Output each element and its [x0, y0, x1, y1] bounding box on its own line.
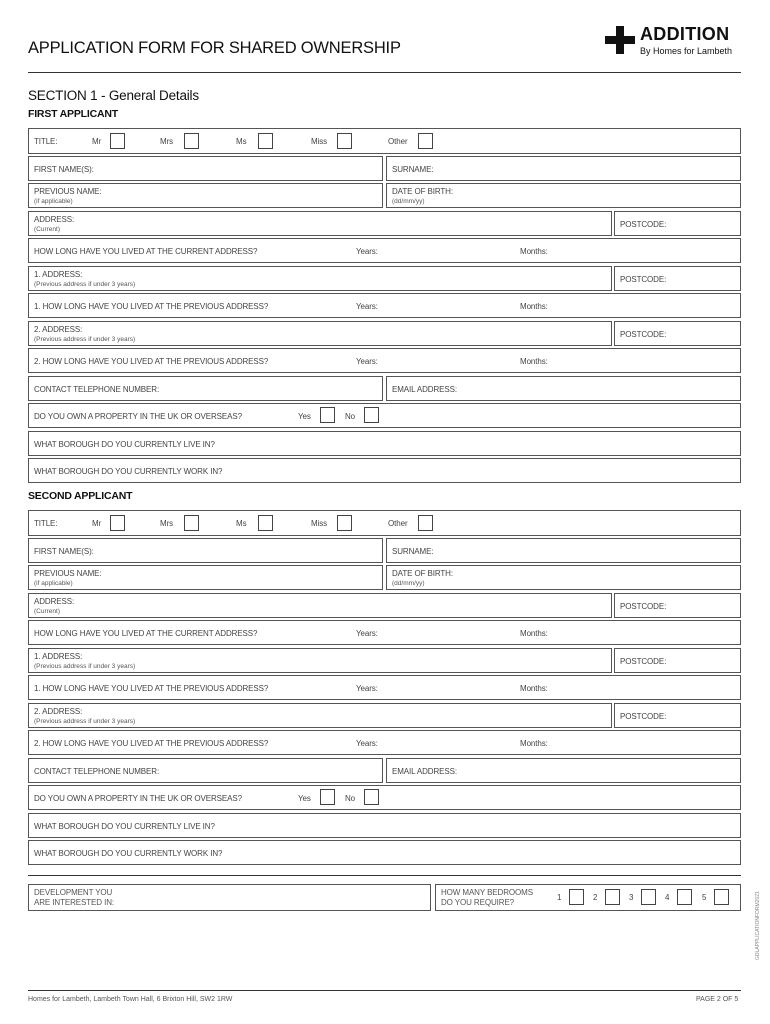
applicant-2-own-property-label: DO YOU OWN A PROPERTY IN THE UK OR OVERSEAS? — [34, 794, 242, 803]
applicant-2-current-address-label: ADDRESS: — [34, 597, 75, 606]
applicant-2-if-applicable-hint: (if applicable) — [34, 580, 73, 587]
header-divider — [28, 72, 741, 73]
applicant-1-title-mr-label: Mr — [92, 137, 102, 146]
development-label-line2: ARE INTERESTED IN: — [34, 898, 114, 907]
logo-wordmark: ADDITION — [640, 24, 730, 44]
applicant-1-current-address-postcode-field[interactable] — [614, 211, 741, 236]
applicant-2-borough-live-field[interactable] — [28, 813, 741, 838]
page-number: PAGE 2 OF 5 — [696, 996, 739, 1003]
applicant-2-previous-duration-1-row[interactable] — [28, 675, 741, 700]
applicant-2-email-label: EMAIL ADDRESS: — [392, 767, 457, 776]
applicant-2-title-mr-checkbox[interactable] — [110, 515, 125, 531]
applicant-2-first-names-field[interactable] — [28, 538, 383, 563]
applicant-1-previous-address-1-hint: (Previous address if under 3 years) — [34, 281, 136, 288]
applicant-1-previous-duration-1-row[interactable] — [28, 293, 741, 318]
applicant-2-dob-field[interactable] — [386, 565, 741, 590]
bedroom-option-3-checkbox[interactable] — [641, 889, 656, 905]
bedrooms-field — [435, 884, 741, 911]
applicant-2-title-mrs-checkbox[interactable] — [184, 515, 199, 531]
applicant-2-previous-address-1-postcode-label: POSTCODE: — [620, 657, 667, 666]
applicant-2-heading: SECOND APPLICANT — [28, 490, 133, 502]
applicant-1-title-mr-checkbox[interactable] — [110, 133, 125, 149]
applicant-1-borough-work-label: WHAT BOROUGH DO YOU CURRENTLY WORK IN? — [34, 467, 223, 476]
applicant-1-surname-field[interactable] — [386, 156, 741, 181]
applicant-2-previous-duration-2-label: 2. HOW LONG HAVE YOU LIVED AT THE PREVIOUS ADDRESS? — [34, 739, 269, 748]
bedroom-option-5-label: 5 — [702, 893, 707, 902]
applicant-2-phone-field[interactable] — [28, 758, 383, 783]
applicant-2-own-property-no-label: No — [345, 794, 356, 803]
applicant-1-dob-label: DATE OF BIRTH: — [392, 187, 453, 196]
applicant-1-title-miss-label: Miss — [311, 137, 328, 146]
applicant-1-dob-field[interactable] — [386, 183, 741, 208]
bedroom-option-3-label: 3 — [629, 893, 634, 902]
applicant-1-title-label: TITLE: — [34, 137, 58, 146]
applicant-1-first-names-label: FIRST NAME(S): — [34, 165, 94, 174]
applicant-1-current-address-postcode-label: POSTCODE: — [620, 220, 667, 229]
applicant-2-current-address-postcode-field[interactable] — [614, 593, 741, 618]
applicant-2-previous-address-1-label: 1. ADDRESS: — [34, 652, 83, 661]
applicant-2-previous-address-1-field[interactable] — [28, 648, 612, 673]
bedroom-option-4-label: 4 — [665, 893, 670, 902]
applicant-2-previous-duration-2-months-label: Months: — [520, 739, 548, 748]
applicant-1-previous-address-2-field[interactable] — [28, 321, 612, 346]
applicant-1-current-duration-label: HOW LONG HAVE YOU LIVED AT THE CURRENT ADDRESS? — [34, 247, 258, 256]
applicant-1-title-ms-checkbox[interactable] — [258, 133, 273, 149]
applicant-1-previous-name-label: PREVIOUS NAME: — [34, 187, 102, 196]
applicant-2-previous-address-2-postcode-field[interactable] — [614, 703, 741, 728]
bedroom-option-2-label: 2 — [593, 893, 598, 902]
applicant-1-current-address-field[interactable] — [28, 211, 612, 236]
bedroom-option-2-checkbox[interactable] — [605, 889, 620, 905]
applicant-1-own-property-label: DO YOU OWN A PROPERTY IN THE UK OR OVERSEAS? — [34, 412, 242, 421]
applicant-2-title-miss-checkbox[interactable] — [337, 515, 352, 531]
applicant-1-title-row — [28, 128, 741, 154]
applicant-1-email-field[interactable] — [386, 376, 741, 401]
page-title: APPLICATION FORM FOR SHARED OWNERSHIP — [28, 39, 401, 57]
applicant-1-dob-format-hint: (dd/mm/yy) — [392, 198, 425, 205]
applicant-2-borough-work-label: WHAT BOROUGH DO YOU CURRENTLY WORK IN? — [34, 849, 223, 858]
footer-divider — [28, 990, 741, 991]
applicant-2-previous-name-label: PREVIOUS NAME: — [34, 569, 102, 578]
applicant-1-title-other-checkbox[interactable] — [418, 133, 433, 149]
applicant-1-email-label: EMAIL ADDRESS: — [392, 385, 457, 394]
applicant-2-previous-address-2-label: 2. ADDRESS: — [34, 707, 83, 716]
applicant-1-previous-address-2-hint: (Previous address if under 3 years) — [34, 336, 136, 343]
applicant-1-current-duration-row[interactable] — [28, 238, 741, 263]
applicant-1-previous-duration-1-years-label: Years: — [356, 302, 378, 311]
applicant-2-previous-address-2-field[interactable] — [28, 703, 612, 728]
applicant-1-title-miss-checkbox[interactable] — [337, 133, 352, 149]
applicant-1-current-address-label: ADDRESS: — [34, 215, 75, 224]
applicant-2-title-miss-label: Miss — [311, 519, 328, 528]
applicant-2-title-other-checkbox[interactable] — [418, 515, 433, 531]
applicant-2-previous-address-1-postcode-field[interactable] — [614, 648, 741, 673]
applicant-1-own-property-yes-label: Yes — [298, 412, 311, 421]
applicant-2-current-address-hint: (Current) — [34, 608, 61, 615]
applicant-1-surname-label: SURNAME: — [392, 165, 434, 174]
logo-tagline: By Homes for Lambeth — [640, 46, 733, 56]
applicant-2-current-duration-label: HOW LONG HAVE YOU LIVED AT THE CURRENT ADDRESS? — [34, 629, 258, 638]
applicant-1-current-duration-years-label: Years: — [356, 247, 378, 256]
bedroom-option-1-label: 1 — [557, 893, 562, 902]
applicant-2-previous-duration-1-label: 1. HOW LONG HAVE YOU LIVED AT THE PREVIOUS ADDRESS? — [34, 684, 269, 693]
applicant-1-borough-work-field[interactable] — [28, 458, 741, 483]
applicant-2-own-property-row — [28, 785, 741, 810]
applicant-1-title-ms-label: Ms — [236, 137, 247, 146]
applicant-2-email-field[interactable] — [386, 758, 741, 783]
applicant-1-own-property-row — [28, 403, 741, 428]
applicant-2-title-other-label: Other — [388, 519, 408, 528]
applicant-2-title-mrs-label: Mrs — [160, 519, 174, 528]
applicant-1-borough-live-field[interactable] — [28, 431, 741, 456]
applicant-2-previous-name-field[interactable] — [28, 565, 383, 590]
form-code: GDLAPPLICATIONFORM2021 — [755, 891, 761, 960]
applicant-1-previous-address-1-label: 1. ADDRESS: — [34, 270, 83, 279]
applicant-2-previous-address-1-hint: (Previous address if under 3 years) — [34, 663, 136, 670]
applicant-1-current-duration-months-label: Months: — [520, 247, 548, 256]
applicant-1-previous-duration-2-years-label: Years: — [356, 357, 378, 366]
applicant-2-dob-label: DATE OF BIRTH: — [392, 569, 453, 578]
applicant-1-heading: FIRST APPLICANT — [28, 108, 118, 120]
applicant-2-phone-label: CONTACT TELEPHONE NUMBER: — [34, 767, 160, 776]
applicant-2-title-label: TITLE: — [34, 519, 58, 528]
applicant-2-previous-duration-2-years-label: Years: — [356, 739, 378, 748]
applicant-2-current-duration-months-label: Months: — [520, 629, 548, 638]
applicant-1-previous-address-2-postcode-label: POSTCODE: — [620, 330, 667, 339]
applicant-1-title-mrs-checkbox[interactable] — [184, 133, 199, 149]
applicant-1-borough-live-label: WHAT BOROUGH DO YOU CURRENTLY LIVE IN? — [34, 440, 215, 449]
applicant-1-own-property-yes-checkbox[interactable] — [320, 407, 335, 423]
applicant-1-previous-address-2-postcode-field[interactable] — [614, 321, 741, 346]
applicant-1-previous-address-1-postcode-label: POSTCODE: — [620, 275, 667, 284]
bedrooms-label-line2: DO YOU REQUIRE? — [441, 898, 515, 907]
applicant-2-current-address-field[interactable] — [28, 593, 612, 618]
applicant-1-previous-duration-1-label: 1. HOW LONG HAVE YOU LIVED AT THE PREVIOUS ADDRESS? — [34, 302, 269, 311]
applicant-2-surname-label: SURNAME: — [392, 547, 434, 556]
applicant-2-first-names-label: FIRST NAME(S): — [34, 547, 94, 556]
applicant-2-previous-address-2-hint: (Previous address if under 3 years) — [34, 718, 136, 725]
applicant-1-previous-duration-1-months-label: Months: — [520, 302, 548, 311]
applicant-2-own-property-yes-label: Yes — [298, 794, 311, 803]
applicant-1-current-address-hint: (Current) — [34, 226, 61, 233]
applicant-1-own-property-no-label: No — [345, 412, 356, 421]
section-title: SECTION 1 - General Details — [28, 88, 199, 103]
applicant-2-current-duration-years-label: Years: — [356, 629, 378, 638]
applicant-2-borough-live-label: WHAT BOROUGH DO YOU CURRENTLY LIVE IN? — [34, 822, 215, 831]
applicant-2-previous-duration-1-months-label: Months: — [520, 684, 548, 693]
applicant-1-previous-duration-2-months-label: Months: — [520, 357, 548, 366]
applicant-2-title-row — [28, 510, 741, 536]
bedrooms-label-line1: HOW MANY BEDROOMS — [441, 888, 533, 897]
applicant-1-title-mrs-label: Mrs — [160, 137, 174, 146]
applicant-1-previous-address-1-postcode-field[interactable] — [614, 266, 741, 291]
bedroom-option-1-checkbox[interactable] — [569, 889, 584, 905]
bedroom-option-4-checkbox[interactable] — [677, 889, 692, 905]
footer-address: Homes for Lambeth, Lambeth Town Hall, 6 Brixton Hill, SW2 1RW — [28, 996, 233, 1003]
development-label-line1: DEVELOPMENT YOU — [34, 888, 113, 897]
applicant-1-own-property-no-checkbox[interactable] — [364, 407, 379, 423]
applicant-1-if-applicable-hint: (if applicable) — [34, 198, 73, 205]
applicant-1-title-other-label: Other — [388, 137, 408, 146]
applicant-2-title-mr-label: Mr — [92, 519, 102, 528]
applicant-1-first-names-field[interactable] — [28, 156, 383, 181]
applicant-2-previous-duration-2-row[interactable] — [28, 730, 741, 755]
applicant-2-current-address-postcode-label: POSTCODE: — [620, 602, 667, 611]
logo-plus-icon — [605, 26, 635, 54]
bedroom-option-5-checkbox[interactable] — [714, 889, 729, 905]
applicant-2-previous-address-2-postcode-label: POSTCODE: — [620, 712, 667, 721]
applicant-2-previous-duration-1-years-label: Years: — [356, 684, 378, 693]
applicant-2-borough-work-field[interactable] — [28, 840, 741, 865]
applicant-2-surname-field[interactable] — [386, 538, 741, 563]
applicant-2-own-property-yes-checkbox[interactable] — [320, 789, 335, 805]
applicant-1-phone-field[interactable] — [28, 376, 383, 401]
applicant-2-current-duration-row[interactable] — [28, 620, 741, 645]
applicant-1-previous-duration-2-label: 2. HOW LONG HAVE YOU LIVED AT THE PREVIOUS ADDRESS? — [34, 357, 269, 366]
applicant-1-previous-address-2-label: 2. ADDRESS: — [34, 325, 83, 334]
applicant-2-own-property-no-checkbox[interactable] — [364, 789, 379, 805]
applicant-2-title-ms-checkbox[interactable] — [258, 515, 273, 531]
applicant-2-dob-format-hint: (dd/mm/yy) — [392, 580, 425, 587]
applicant-1-previous-name-field[interactable] — [28, 183, 383, 208]
development-field[interactable] — [28, 884, 431, 911]
applicant-1-previous-address-1-field[interactable] — [28, 266, 612, 291]
applicant-2-title-ms-label: Ms — [236, 519, 247, 528]
applicant-1-phone-label: CONTACT TELEPHONE NUMBER: — [34, 385, 160, 394]
development-divider — [28, 875, 741, 876]
applicant-1-previous-duration-2-row[interactable] — [28, 348, 741, 373]
